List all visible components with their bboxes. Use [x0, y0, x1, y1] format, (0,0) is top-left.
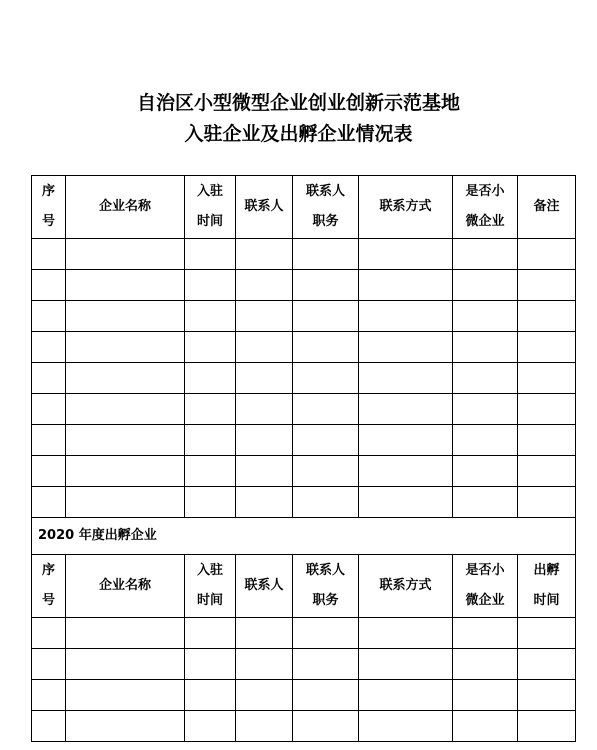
- header-cell-contact-method: 联系方式: [359, 176, 453, 239]
- table-cell[interactable]: [359, 680, 453, 711]
- table-cell[interactable]: [359, 425, 453, 456]
- table-cell[interactable]: [293, 332, 359, 363]
- table-cell[interactable]: [518, 363, 576, 394]
- table-cell[interactable]: [66, 456, 185, 487]
- header-cell-is-small-micro: [453, 176, 518, 239]
- header-cell-seq: [32, 555, 66, 618]
- table-cell[interactable]: [66, 649, 185, 680]
- table-cell[interactable]: [32, 394, 66, 425]
- table-cell[interactable]: [236, 301, 293, 332]
- table-cell[interactable]: [293, 618, 359, 649]
- header-cell-remarks: 备注: [518, 176, 576, 239]
- header-text: 序: [41, 563, 55, 578]
- section-label: 2020 年度出孵企业: [32, 518, 576, 555]
- table-cell[interactable]: [236, 711, 293, 742]
- table-cell[interactable]: [518, 425, 576, 456]
- header-text: 入驻: [196, 184, 223, 199]
- table-cell[interactable]: [185, 425, 236, 456]
- table-cell[interactable]: [293, 363, 359, 394]
- table-cell[interactable]: [66, 332, 185, 363]
- table-cell[interactable]: [185, 394, 236, 425]
- header-text: 号: [41, 214, 55, 229]
- table-cell[interactable]: [293, 394, 359, 425]
- table-cell[interactable]: [453, 680, 518, 711]
- header-text: 联系人: [305, 184, 345, 199]
- table-cell[interactable]: [32, 332, 66, 363]
- table-cell[interactable]: [518, 680, 576, 711]
- table-cell[interactable]: [453, 394, 518, 425]
- table-cell[interactable]: [66, 394, 185, 425]
- table-cell[interactable]: [66, 270, 185, 301]
- table-cell[interactable]: [293, 239, 359, 270]
- table-cell[interactable]: [32, 301, 66, 332]
- table-cell[interactable]: [453, 456, 518, 487]
- table-cell[interactable]: [66, 711, 185, 742]
- header-text: 出孵: [533, 563, 560, 578]
- table-cell[interactable]: [359, 239, 453, 270]
- table-cell[interactable]: [293, 649, 359, 680]
- table-cell[interactable]: [236, 456, 293, 487]
- header-cell-company-name: 企业名称: [66, 176, 185, 239]
- table-cell[interactable]: [453, 239, 518, 270]
- section-row: [32, 518, 576, 555]
- incubating-table-row: [32, 456, 576, 487]
- table-cell[interactable]: [66, 680, 185, 711]
- table-cell[interactable]: [293, 711, 359, 742]
- table-cell[interactable]: [453, 711, 518, 742]
- table-cell[interactable]: [185, 270, 236, 301]
- table-cell[interactable]: [185, 239, 236, 270]
- table-cell[interactable]: [293, 456, 359, 487]
- table-cell[interactable]: [518, 649, 576, 680]
- document-title-line-2: 入驻企业及出孵企业情况表: [184, 123, 413, 145]
- table-cell[interactable]: [32, 711, 66, 742]
- table-cell[interactable]: [185, 711, 236, 742]
- incubating-table-row: [32, 332, 576, 363]
- table-cell[interactable]: [359, 711, 453, 742]
- table-cell[interactable]: [518, 711, 576, 742]
- table-cell[interactable]: [293, 270, 359, 301]
- incubating-table-row: [32, 487, 576, 518]
- header-cell-entry-time: [185, 176, 236, 239]
- table-cell[interactable]: [32, 487, 66, 518]
- header-cell-contact: 联系人: [236, 555, 293, 618]
- graduated-table-row: [32, 680, 576, 711]
- table-cell[interactable]: [236, 680, 293, 711]
- table-cell[interactable]: [32, 363, 66, 394]
- header-text: 时间: [196, 214, 223, 229]
- header-text: 微企业: [465, 214, 505, 229]
- header-text: 联系人: [305, 563, 345, 578]
- incubating-table-row: [32, 301, 576, 332]
- table-cell[interactable]: [236, 649, 293, 680]
- header-text: 号: [41, 593, 55, 608]
- table-cell[interactable]: [236, 332, 293, 363]
- table-cell[interactable]: [518, 270, 576, 301]
- table-cell[interactable]: [66, 239, 185, 270]
- header-text: 职务: [312, 214, 339, 229]
- table-cell[interactable]: [518, 301, 576, 332]
- header-cell-contact-position: [293, 176, 359, 239]
- header-cell-entry-time: [185, 555, 236, 618]
- table-cell[interactable]: [359, 487, 453, 518]
- table-cell[interactable]: [185, 301, 236, 332]
- table-cell[interactable]: [185, 618, 236, 649]
- table-cell[interactable]: [453, 270, 518, 301]
- table-cell[interactable]: [32, 239, 66, 270]
- table-cell[interactable]: [453, 649, 518, 680]
- header-text: 时间: [196, 593, 223, 608]
- header-text: 微企业: [465, 593, 505, 608]
- table-cell[interactable]: [518, 239, 576, 270]
- table-cell[interactable]: [66, 487, 185, 518]
- table-cell[interactable]: [236, 270, 293, 301]
- table-cell[interactable]: [32, 680, 66, 711]
- table-cell[interactable]: [518, 332, 576, 363]
- table-cell[interactable]: [293, 425, 359, 456]
- table-cell[interactable]: [453, 487, 518, 518]
- graduated-header-row: [32, 555, 576, 618]
- header-cell-exit-time: [518, 555, 576, 618]
- table-cell[interactable]: [32, 456, 66, 487]
- incubating-table-row: [32, 394, 576, 425]
- header-cell-seq: [32, 176, 66, 239]
- header-text: 是否小: [465, 184, 505, 199]
- table-cell[interactable]: [185, 363, 236, 394]
- table-cell[interactable]: [359, 456, 453, 487]
- table-cell[interactable]: [236, 239, 293, 270]
- incubating-table-row: [32, 270, 576, 301]
- table-cell[interactable]: [185, 649, 236, 680]
- table-cell[interactable]: [359, 301, 453, 332]
- incubating-table-row: [32, 239, 576, 270]
- table-cell[interactable]: [66, 425, 185, 456]
- header-text: 序: [41, 184, 55, 199]
- header-cell-contact: 联系人: [236, 176, 293, 239]
- header-text: 入驻: [196, 563, 223, 578]
- table-cell[interactable]: [236, 394, 293, 425]
- header-cell-is-small-micro: [453, 555, 518, 618]
- graduated-table-row: [32, 649, 576, 680]
- table-cell[interactable]: [66, 363, 185, 394]
- table-cell[interactable]: [236, 425, 293, 456]
- table-cell[interactable]: [185, 487, 236, 518]
- table-cell[interactable]: [453, 425, 518, 456]
- incubating-table-row: [32, 425, 576, 456]
- table-cell[interactable]: [236, 363, 293, 394]
- table-cell[interactable]: [359, 332, 453, 363]
- table-cell[interactable]: [236, 487, 293, 518]
- table-cell[interactable]: [518, 456, 576, 487]
- header-cell-contact-method: 联系方式: [359, 555, 453, 618]
- header-text: 时间: [533, 593, 560, 608]
- document-title-line-1: 自治区小型微型企业创业创新示范基地: [136, 92, 460, 114]
- header-cell-company-name: 企业名称: [66, 555, 185, 618]
- table-cell[interactable]: [236, 618, 293, 649]
- table-cell[interactable]: [518, 487, 576, 518]
- table-cell[interactable]: [66, 301, 185, 332]
- table-cell[interactable]: [453, 301, 518, 332]
- table-cell[interactable]: [453, 363, 518, 394]
- table-cell[interactable]: [293, 487, 359, 518]
- header-text: 是否小: [465, 563, 505, 578]
- graduated-table-row: [32, 711, 576, 742]
- table-cell[interactable]: [359, 649, 453, 680]
- header-cell-contact-position: [293, 555, 359, 618]
- table-cell[interactable]: [359, 618, 453, 649]
- table-cell[interactable]: [66, 618, 185, 649]
- table-cell[interactable]: [453, 618, 518, 649]
- table-cell[interactable]: [359, 363, 453, 394]
- table-cell[interactable]: [293, 301, 359, 332]
- table-body: [32, 176, 576, 742]
- table-cell[interactable]: [453, 332, 518, 363]
- table-cell[interactable]: [185, 680, 236, 711]
- incubating-table-row: [32, 363, 576, 394]
- table-cell[interactable]: [518, 394, 576, 425]
- table-cell[interactable]: [359, 394, 453, 425]
- table-cell[interactable]: [32, 270, 66, 301]
- table-cell[interactable]: [185, 332, 236, 363]
- table-cell[interactable]: [359, 270, 453, 301]
- table-cell[interactable]: [293, 680, 359, 711]
- incubating-header-row: [32, 176, 576, 239]
- table-cell[interactable]: [32, 618, 66, 649]
- table-cell[interactable]: [518, 618, 576, 649]
- graduated-table-row: [32, 618, 576, 649]
- table-cell[interactable]: [32, 425, 66, 456]
- header-text: 职务: [312, 593, 339, 608]
- enterprise-table: [31, 175, 576, 742]
- table-cell[interactable]: [185, 456, 236, 487]
- table-cell[interactable]: [32, 649, 66, 680]
